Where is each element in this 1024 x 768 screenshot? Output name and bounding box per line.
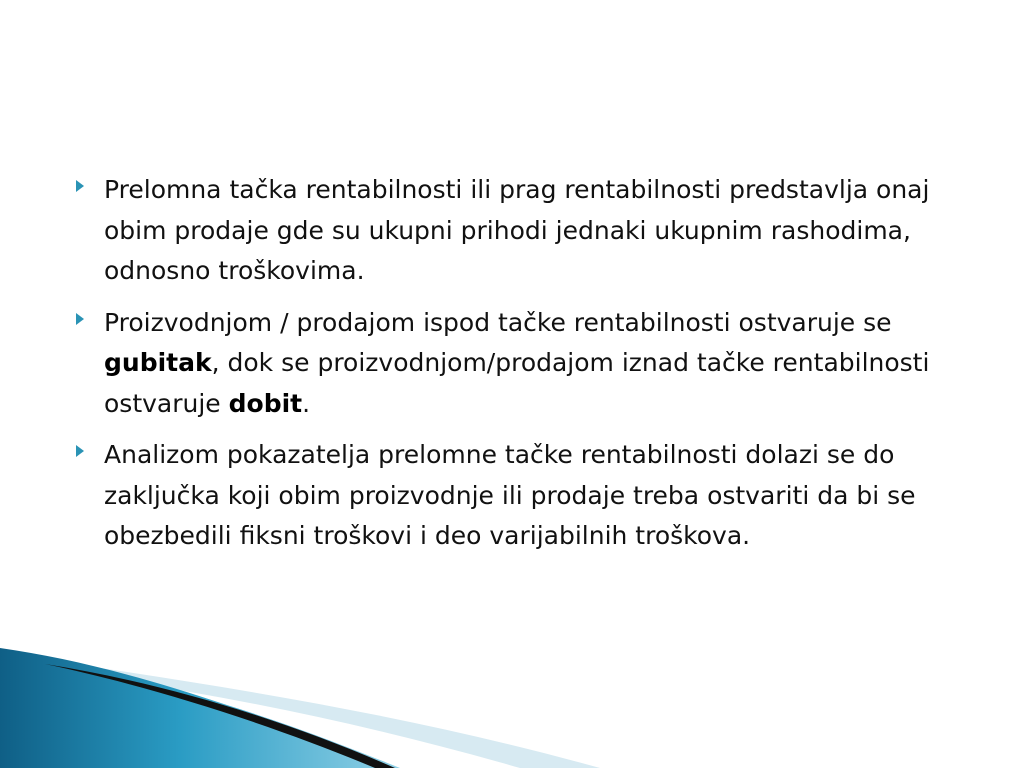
text-run: . bbox=[302, 388, 311, 418]
bold-term: dobit bbox=[228, 388, 303, 418]
text-run: Prelomna tačka rentabilnosti ili prag rentabilnosti predstavlja onaj obim prodaje gde su ukupni prihodi jednaki ukupnim rashodima, odnosno troškovima. bbox=[104, 175, 930, 285]
bold-term: gubitak bbox=[104, 348, 212, 377]
text-run: , dok se proizvodnjom/prodajom iznad tačke rentabilnosti ostvaruje bbox=[104, 348, 930, 418]
text-run: Proizvodnjom / prodajom ispod tačke rentabilnosti ostvaruje se bbox=[104, 307, 892, 337]
text-run: Analizom pokazatelja prelomne tačke rentabilnosti dolazi se do zaključka koji obim proizvodnje ili prodaje treba ostvariti da bi se obezbedili fiksni troškovi i deo varijabilnih troškova. bbox=[104, 440, 916, 550]
